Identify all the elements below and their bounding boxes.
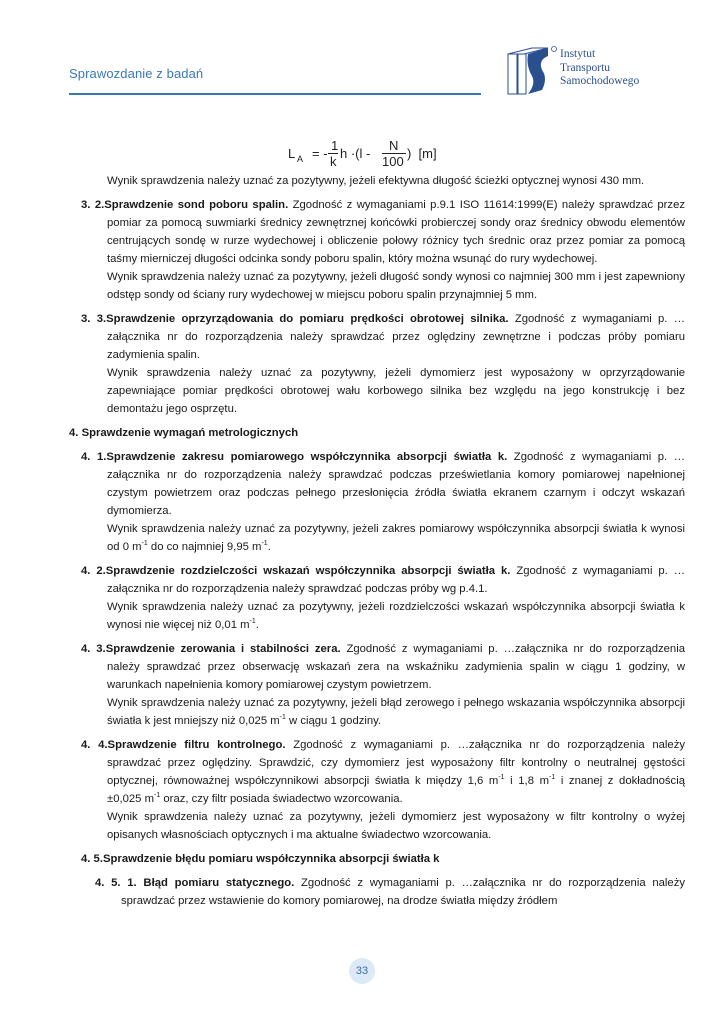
formula-frac1-num: 1 — [331, 138, 339, 153]
formula-eq: = - — [312, 146, 328, 161]
section-number: 4. — [69, 427, 79, 439]
section-number: 4. 5. 1. — [95, 877, 137, 889]
section-title: Sprawdzenie sond poboru spalin. — [104, 199, 289, 211]
section-title: Błąd pomiaru statycznego. — [143, 877, 295, 889]
section-number: 4. 4. — [81, 739, 108, 751]
section-3-3 — [69, 310, 685, 418]
section-result: Wynik sprawdzenia należy uznać za pozytywny, jeżeli długość sondy wynosi co najmniej 300 mm i jest zapewniony odstęp sondy od ściany rury wydechowej w miejscu poboru spalin przynajmniej 5 mm. — [107, 271, 685, 301]
logo-text — [560, 48, 639, 89]
section-title: Sprawdzenie rozdzielczości wskazań współczynnika absorpcji światła k. — [105, 565, 511, 577]
formula-lhs: L — [288, 146, 296, 161]
section-text: Zgodność z wymaganiami p. …załącznika nr do rozporządzenia należy sprawdzać podczas prześwietlania komory pomiarowej napełnionej czystym powietrzem oraz podczas pełnego przesłonięcia źródła światła ekranem czarnym i odczyt wskazań dymomierza. — [107, 451, 686, 517]
formula-frac2-den: 100 — [382, 154, 404, 169]
formula-mid: h ·(l - — [340, 146, 371, 161]
section-3-2 — [69, 196, 685, 304]
its-logo-icon — [502, 44, 558, 96]
result-text: do co najmniej 9,95 m — [147, 541, 262, 553]
formula-frac2-num: N — [389, 138, 399, 153]
header-divider — [69, 93, 481, 95]
logo-line: Instytut — [560, 48, 596, 60]
section-title: Sprawdzenie zerowania i stabilności zera. — [105, 643, 341, 655]
logo-line: Transportu — [560, 61, 611, 74]
section-text: Zgodność z wymaganiami p. …załącznika nr do rozporządzenia należy sprawdzać przez wstawienie do komory pomiarowej, na drodze światła między źródłem — [121, 877, 686, 907]
section-4-2 — [69, 562, 685, 634]
section-text: Zgodność z wymaganiami p.9.1 ISO 11614:1999(E) należy sprawdzać przez pomiar za pomocą suwmiarki średnicy zewnętrznej końcówki probierczej sondy oraz średnicy obwodu elementów centrujących sondę w rurze wydechowej i obliczenie połowy różnicy tych średnic oraz przez pomiar za pomocą taśmy mierniczej długości odcinka sondy poboru spalin, który można wsunąć do rury wydechowej. — [107, 199, 685, 265]
section-4-5-heading — [69, 850, 685, 868]
section-number: 4. 3. — [81, 643, 106, 655]
section-number: 4. 5. — [81, 853, 103, 865]
superscript: -1 — [498, 774, 505, 782]
superscript: -1 — [249, 618, 256, 626]
section-text: i znanej z dokładnością ±0,025 m — [107, 775, 685, 805]
intro-paragraph: Wynik sprawdzenia należy uznać za pozytywny, jeżeli efektywna długość ścieżki optycznej wynosi 430 mm. — [107, 175, 645, 187]
superscript: -1 — [154, 792, 161, 800]
section-4-4 — [69, 736, 685, 844]
section-text: Zgodność z wymaganiami p. …załącznika nr do rozporządzenia należy sprawdzać przez obserwację wskazań zera na wskaźniku zadymienia spalin w ciągu 1 godziny, w warunkach napełnienia komory pomiarowej czystym powietrzem. — [107, 643, 685, 691]
formula-frac1-den: k — [330, 154, 337, 169]
section-text: Zgodność z wymaganiami p. …załącznika nr do rozporządzenia należy sprawdzać przez oględziny. Sprawdzić, czy dymomierz jest wyposażony filtr kontrolny o neutralnej gęstości optycznej, równoważnej współczynnikowi absorpcji światła k między 1,6 m — [107, 739, 686, 787]
section-number: 3. 2. — [81, 199, 105, 211]
page-number-badge: 33 — [349, 958, 375, 984]
formula-tail: ) [m] — [407, 146, 437, 161]
section-number: 3. 3. — [81, 313, 107, 325]
section-number: 4. 2. — [81, 565, 106, 577]
section-text: Zgodność z wymaganiami p. … załącznika nr do rozporządzenia należy sprawdzać przez oględziny zewnętrzne i podczas próby pomiaru zadymienia spalin. — [107, 313, 686, 361]
section-number: 4. 1. — [81, 451, 107, 463]
logo-line: Samochodowego — [560, 75, 640, 87]
section-title: Sprawdzenie filtru kontrolnego. — [107, 739, 286, 751]
section-text: Zgodność z wymaganiami p. …załącznika nr do rozporządzenia należy sprawdzać podczas próby wg p.4.1. — [107, 565, 686, 595]
superscript: -1 — [261, 540, 268, 548]
formula — [288, 138, 448, 170]
section-4-heading — [69, 424, 685, 442]
result-text: w ciągu 1 godziny. — [285, 715, 382, 727]
result-text: . — [267, 541, 271, 553]
result-text: Wynik sprawdzenia należy uznać za pozytywny, jeżeli błąd zerowego i pełnego wskazania współczynnika absorpcji światła k jest mniejszy niż 0,025 m — [107, 697, 685, 727]
result-text: Wynik sprawdzenia należy uznać za pozytywny, jeżeli rozdzielczości wskazań współczynnika absorpcji światła k wynosi nie więcej niż 0,01 m — [107, 601, 685, 631]
section-4-3 — [69, 640, 685, 730]
header-title: Sprawozdanie z badań — [69, 66, 204, 81]
superscript: -1 — [548, 774, 556, 782]
formula-sub: A — [297, 154, 304, 164]
section-text: i 1,8 m — [504, 775, 549, 787]
section-result: Wynik sprawdzenia należy uznać za pozytywny, jeżeli dymomierz jest wyposażony w filtr kontrolny o wyżej opisanych własnościach optycznych i ma aktualne świadectwo wzorcowania. — [107, 811, 685, 841]
superscript: -1 — [141, 540, 148, 548]
superscript: -1 — [279, 714, 286, 722]
section-title: Sprawdzenie wymagań metrologicznych — [81, 427, 299, 439]
section-result — [69, 520, 685, 556]
section-result — [69, 598, 685, 634]
document-body — [69, 172, 685, 910]
section-4-5-1 — [69, 874, 685, 910]
section-title: Sprawdzenie błędu pomiaru współczynnika absorpcji światła k — [102, 853, 440, 865]
section-title: Sprawdzenie zakresu pomiarowego współczynnika absorpcji światła k. — [106, 451, 508, 463]
section-result — [69, 694, 685, 730]
section-4-1 — [69, 448, 685, 556]
result-text: Wynik sprawdzenia należy uznać za pozytywny, jeżeli zakres pomiarowy współczynnika absorpcji światła k wynosi od 0 m — [107, 523, 685, 553]
section-result: Wynik sprawdzenia należy uznać za pozytywny, jeżeli dymomierz jest wyposażony w oprzyrządowanie zapewniające pomiar prędkości obrotowej wału korbowego silnika bez względu na jego konstrukcję i bez demontażu jego osprzętu. — [107, 367, 685, 415]
section-title: Sprawdzenie oprzyrządowania do pomiaru prędkości obrotowej silnika. — [106, 313, 509, 325]
result-text: . — [255, 619, 259, 631]
section-text: oraz, czy filtr posiada świadectwo wzorcowania. — [160, 793, 403, 805]
